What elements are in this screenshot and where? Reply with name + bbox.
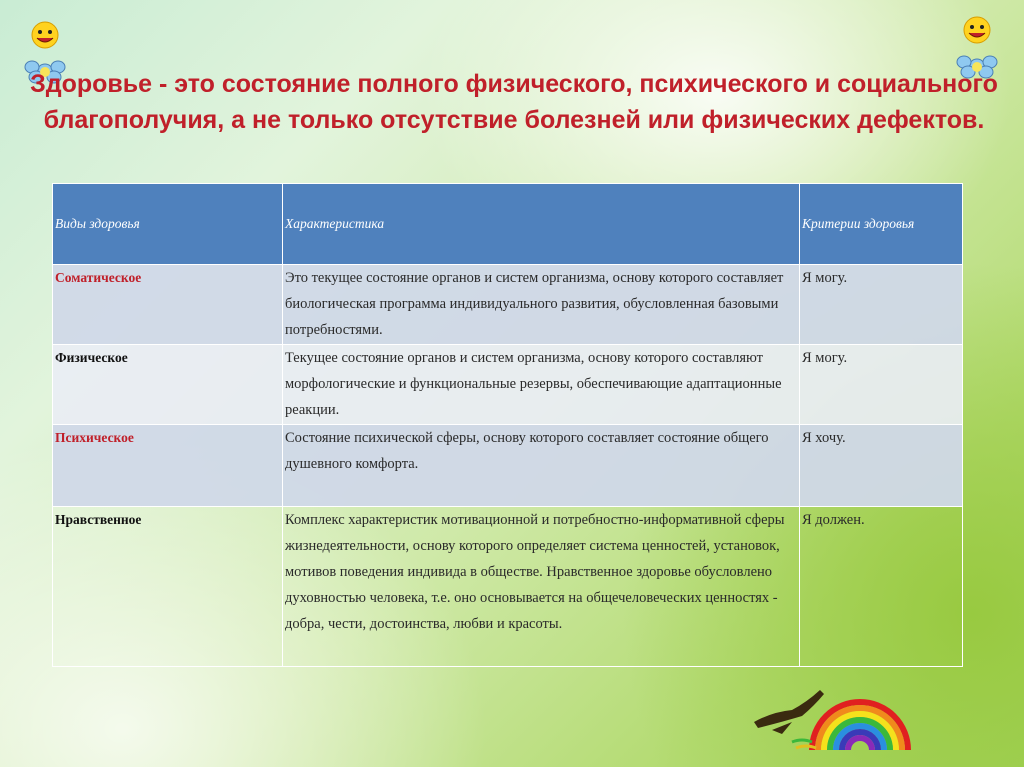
health-type-name: Физическое bbox=[55, 350, 128, 365]
health-type-cell bbox=[53, 507, 283, 667]
description-cell: Текущее состояние органов и систем организма, основу которого составляют морфологические и функциональные резервы, обеспечивающие адаптационные реакции. bbox=[283, 345, 800, 425]
criterion-cell: Я могу. bbox=[800, 265, 963, 345]
table-row bbox=[53, 265, 963, 345]
table-row bbox=[53, 425, 963, 507]
description-cell: Это текущее состояние органов и систем организма, основу которого составляет биологическая программа индивидуального развития, обусловленная базовыми потребностями. bbox=[283, 265, 800, 345]
health-type-name: Соматическое bbox=[55, 270, 142, 285]
health-type-name: Психическое bbox=[55, 430, 134, 445]
health-type-cell bbox=[53, 425, 283, 507]
header-criteria: Критерии здоровья bbox=[800, 184, 963, 265]
health-type-cell bbox=[53, 345, 283, 425]
page-title: Здоровье - это состояние полного физического, психического и социального благополучия, а не только отсутствие болезней или физических дефектов. bbox=[30, 70, 998, 134]
table-row bbox=[53, 507, 963, 667]
description-cell: Состояние психической сферы, основу которого составляет состояние общего душевного комфорта. bbox=[283, 425, 800, 507]
health-type-cell bbox=[53, 265, 283, 345]
health-types-table bbox=[52, 183, 963, 667]
table-header-row bbox=[53, 184, 963, 265]
health-type-name: Нравственное bbox=[55, 512, 142, 527]
rainbow-icon bbox=[752, 672, 912, 752]
table-row bbox=[53, 345, 963, 425]
description-cell: Комплекс характеристик мотивационной и потребностно-информативной сферы жизнедеятельности, основу которого определяет система ценностей, установок, мотивов поведения индивида в обществе. Нравственное здоровье обусловлено духовностью человека, т.е. оно основывается на общечеловеческих ценностях - добра, чести, достоинства, любви и красоты. bbox=[283, 507, 800, 667]
criterion-cell: Я должен. bbox=[800, 507, 963, 667]
criterion-cell: Я хочу. bbox=[800, 425, 963, 507]
header-types: Виды здоровья bbox=[53, 184, 283, 265]
header-characteristic: Характеристика bbox=[283, 184, 800, 265]
criterion-cell: Я могу. bbox=[800, 345, 963, 425]
